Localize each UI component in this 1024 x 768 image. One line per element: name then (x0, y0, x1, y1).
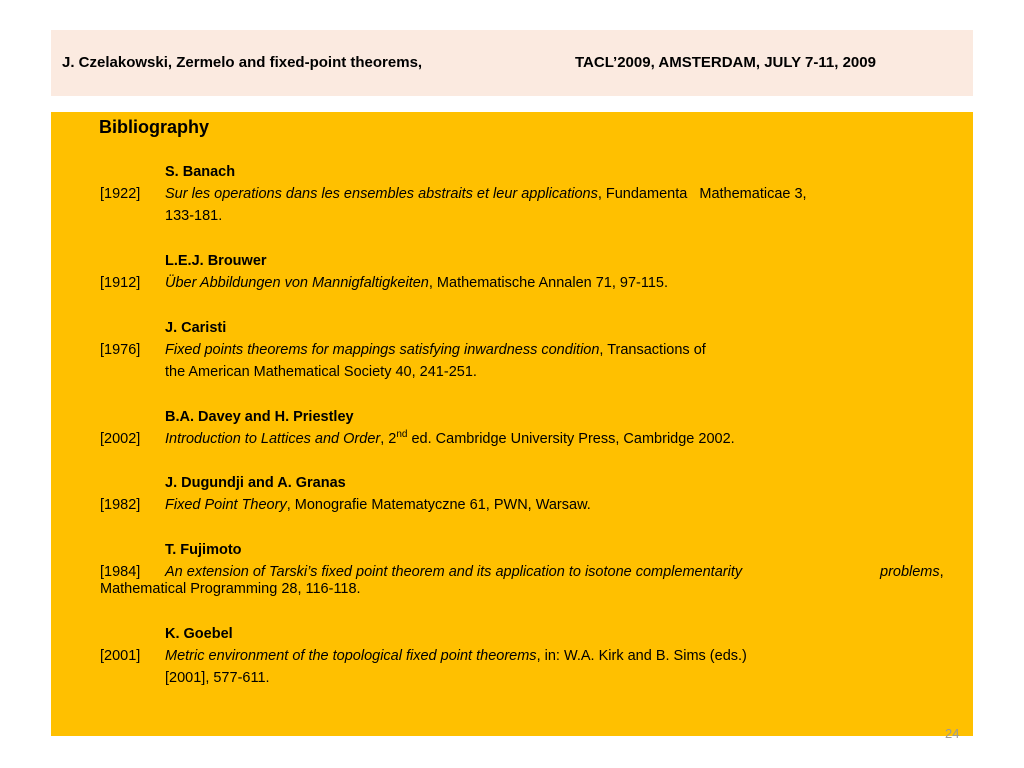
bib-citation-cont: [2001], 577-611. (165, 670, 270, 686)
bib-superscript: nd (396, 429, 408, 441)
bibliography-heading: Bibliography (99, 117, 210, 137)
slide-header (51, 30, 973, 96)
bib-source-a: , 2 (380, 431, 397, 447)
bib-title: Fixed Point Theory (165, 497, 287, 513)
bib-source: , Mathematische Annalen 71, 97-115. (428, 275, 669, 291)
bib-author: B.A. Davey and H. Priestley (165, 409, 354, 425)
bibliography-panel (51, 112, 973, 736)
bib-citation (165, 186, 807, 202)
bib-title-end-comma: , (939, 564, 944, 580)
bib-title: Sur les operations dans les ensembles abstraits et leur applications (165, 186, 598, 202)
bib-title: Metric environment of the topological fixed point theorems (165, 648, 537, 664)
bib-source: , Monografie Matematyczne 61, PWN, Warsaw. (286, 497, 591, 513)
bib-citation (165, 497, 591, 513)
bib-title: An extension of Tarski’s fixed point theorem and its application to isotone complementarity (165, 564, 743, 580)
bib-year: [1912] (100, 275, 141, 291)
bib-author: J. Caristi (165, 320, 227, 336)
bib-citation-cont: Mathematical Programming 28, 116-118. (100, 581, 361, 597)
bib-year: [2002] (100, 431, 141, 447)
header-right-text: TACL’2009, AMSTERDAM, JULY 7-11, 2009 (575, 54, 876, 71)
bib-citation-cont: 133-181. (165, 208, 223, 224)
bib-year: [1922] (100, 186, 141, 202)
bib-citation (165, 275, 668, 291)
bib-year: [1982] (100, 497, 141, 513)
bib-author: S. Banach (165, 164, 236, 180)
bib-title-end (880, 564, 944, 580)
bib-author: K. Goebel (165, 626, 233, 642)
bib-citation (165, 648, 747, 664)
bib-source: , in: W.A. Kirk and B. Sims (eds.) (536, 648, 747, 664)
bib-title: Fixed points theorems for mappings satisfying inwardness condition (165, 342, 600, 358)
bib-year: [1984] (100, 564, 141, 580)
bib-title-end-text: problems (880, 564, 940, 580)
bib-author: T. Fujimoto (165, 542, 242, 558)
bib-title: Introduction to Lattices and Order (165, 431, 381, 447)
bib-author: L.E.J. Brouwer (165, 253, 267, 269)
bib-citation (165, 431, 735, 447)
bib-author: J. Dugundji and A. Granas (165, 475, 346, 491)
bib-source-b: ed. Cambridge University Press, Cambridge 2002. (407, 431, 735, 447)
bib-citation (165, 342, 706, 358)
bib-year: [2001] (100, 648, 141, 664)
bib-title: Über Abbildungen von Mannigfaltigkeiten (165, 275, 429, 291)
bib-source: , Fundamenta Mathematicae 3, (597, 186, 807, 202)
bib-year: [1976] (100, 342, 141, 358)
header-left-text: J. Czelakowski, Zermelo and fixed-point theorems, (62, 54, 423, 71)
page-number: 24 (945, 726, 960, 741)
bib-source: , Transactions of (599, 342, 706, 358)
bib-citation (165, 564, 742, 580)
bib-citation-cont: the American Mathematical Society 40, 241-251. (165, 364, 477, 380)
